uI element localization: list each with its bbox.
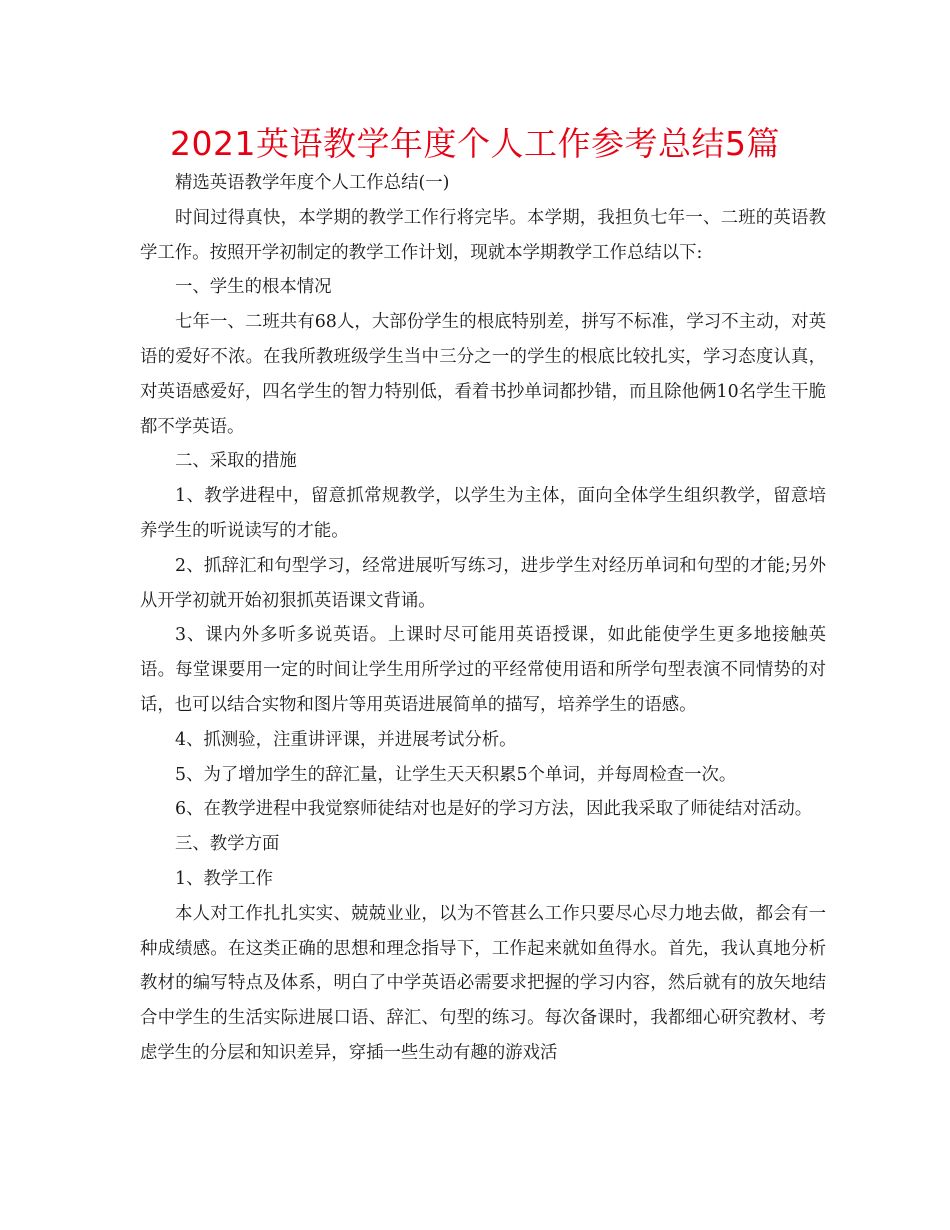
list-item: 4、抓测验，注重讲评课，并进展考试分析。	[175, 729, 517, 750]
document-title: 2021英语教学年度个人工作参考总结5篇	[170, 124, 780, 163]
list-item: 5、为了增加学生的辞汇量，让学生天天积累5个单词，并每周检查一次。	[175, 764, 737, 785]
list-item: 3、课内外多听多说英语。上课时尽可能用英语授课，如此能使学生更多地接触英语。每堂课要用一定的时间让学生用所学过的平经常使用语和所学句型表演不同情势的对话，也可以结合实物和图片等用英语进展简单的描写，培养学生的语感。	[140, 625, 826, 715]
document-body	[140, 166, 826, 1071]
section-heading: 二、采取的措施	[175, 451, 297, 472]
paragraph-intro: 时间过得真快，本学期的教学工作行将完毕。本学期，我担负七年一、二班的英语教学工作。按照开学初制定的教学工作计划，现就本学期教学工作总结以下:	[140, 207, 826, 263]
paragraph: 七年一、二班共有68人，大部份学生的根底特别差，拼写不标准，学习不主动，对英语的爱好不浓。在我所教班级学生当中三分之一的学生的根底比较扎实，学习态度认真，对英语感爱好，四名学生的智力特别低，看着书抄单词都抄错，而且除他俩10名学生干脆都不学英语。	[140, 312, 826, 437]
paragraph-subtitle: 精选英语教学年度个人工作总结(一)	[175, 173, 450, 193]
section-heading: 三、教学方面	[175, 834, 280, 855]
list-item: 2、抓辞汇和句型学习，经常进展听写练习，进步学生对经历单词和句型的才能;另外从开学初就开始初狠抓英语课文背诵。	[140, 555, 826, 611]
paragraph: 本人对工作扎扎实实、兢兢业业，以为不管甚么工作只要尽心尽力地去做，都会有一种成绩感。在这类正确的思想和理念指导下，工作起来就如鱼得水。首先，我认真地分析教材的编写特点及体系，明白了中学英语必需要求把握的学习内容，然后就有的放矢地结合中学生的生活实际进展口语、辞汇、句型的练习。每次备课时，我都细心研究教材、考虑学生的分层和知识差异，穿插一些生动有趣的游戏活	[140, 903, 826, 1063]
list-item: 6、在教学进程中我觉察师徒结对也是好的学习方法，因此我采取了师徒结对活动。	[175, 799, 813, 820]
subsection-heading: 1、教学工作	[175, 868, 274, 889]
section-heading: 一、学生的根本情况	[175, 277, 332, 298]
list-item: 1、教学进程中，留意抓常规教学，以学生为主体，面向全体学生组织教学，留意培养学生的听说读写的才能。	[140, 486, 826, 541]
